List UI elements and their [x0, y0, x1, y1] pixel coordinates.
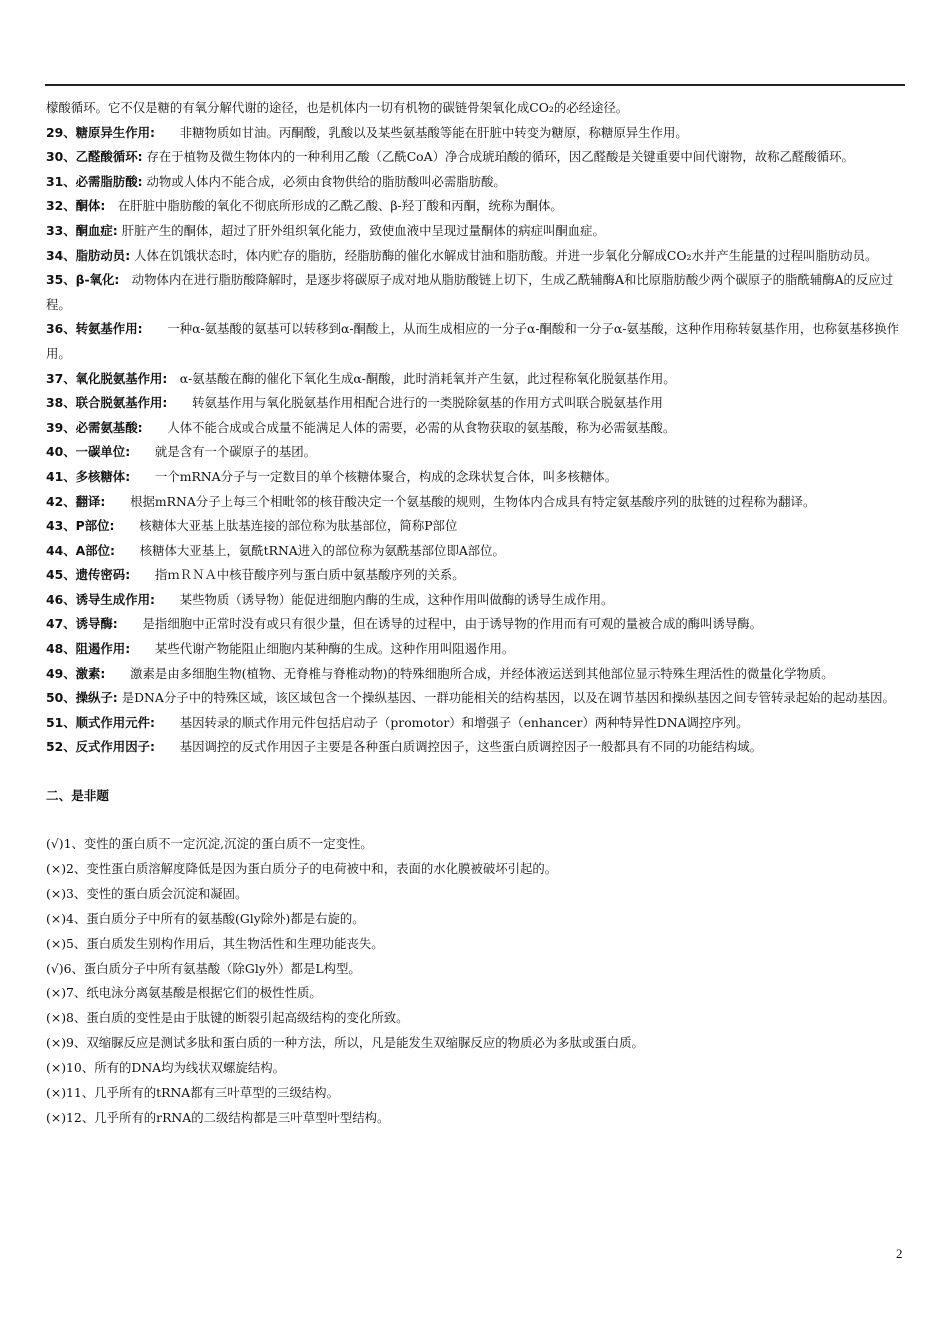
true-false-item-9: (×)9、双缩脲反应是测试多肽和蛋白质的一种方法，所以，凡是能发生双缩脲反应的物质必为多肽或蛋白质。 [46, 1035, 644, 1051]
definition-34 [46, 244, 906, 269]
true-false-item-11: (×)11、几乎所有的tRNA都有三叶草型的三级结构。 [46, 1085, 339, 1101]
term-label: 38、联合脱氨基作用: [46, 395, 168, 411]
term-label: 43、P部位: [46, 518, 115, 534]
definition-text: 核糖体大亚基上肽基连接的部位称为肽基部位，简称P部位 [114, 518, 458, 534]
term-label: 45、遗传密码: [46, 567, 131, 583]
term-label: 36、转氨基作用: [46, 321, 143, 337]
definition-text: 一种α-氨基酸的氨基可以转移到α-酮酸上，从而生成相应的一分子α-酮酸和一分子α-氨基酸，这种作用称转氨基作用，也称氨基移换作用。 [46, 321, 900, 361]
definition-text: 就是含有一个碳原子的基团。 [130, 444, 317, 460]
term-label: 51、顺式作用元件: [46, 714, 155, 730]
definition-47 [46, 612, 906, 637]
definition-text: 动物体内在进行脂肪酸降解时，是逐步将碳原子成对地从脂肪酸链上切下，生成乙酰辅酶A和比原脂肪酸少两个碳原子的脂酰辅酶A的反应过程。 [46, 272, 894, 312]
definition-39 [46, 416, 906, 441]
term-label: 40、一碳单位: [46, 444, 131, 460]
true-false-item-4: (×)4、蛋白质分子中所有的氨基酸(Gly除外)都是右旋的。 [46, 910, 365, 926]
definition-42 [46, 490, 906, 515]
definition-text: 人体不能合成或合成量不能满足人体的需要，必需的从食物获取的氨基酸，称为必需氨基酸。 [142, 419, 676, 435]
definition-text: α-氨基酸在酶的催化下氧化生成α-酮酸，此时消耗氧并产生氨，此过程称氧化脱氨基作用。 [167, 370, 676, 386]
definition-48 [46, 637, 906, 662]
term-label: 47、诱导酶: [46, 616, 118, 632]
definition-text: 激素是由多细胞生物(植物、无脊椎与脊椎动物)的特殊细胞所合成，并经体液运送到其他部位显示特殊生理活性的微量化学物质。 [105, 665, 834, 681]
page-number: 2 [896, 1246, 903, 1261]
definition-29 [46, 121, 906, 146]
definition-52 [46, 735, 906, 760]
definition-38 [46, 391, 906, 416]
definition-36 [46, 317, 906, 366]
definition-37 [46, 367, 906, 392]
true-false-item-1: (√)1、变性的蛋白质不一定沉淀,沉淀的蛋白质不一定变性。 [46, 836, 373, 852]
term-label: 46、诱导生成作用: [46, 591, 155, 607]
true-false-item-12: (×)12、几乎所有的rRNA的二级结构都是三叶草型叶型结构。 [46, 1110, 390, 1125]
term-label: 44、A部位: [46, 542, 115, 558]
term-label: 33、酮血症: [46, 222, 118, 238]
term-label: 41、多核糖体: [46, 468, 131, 484]
document-body [46, 96, 906, 1131]
definition-30 [46, 145, 906, 170]
true-false-item-5: (×)5、蛋白质发生别构作用后，其生物活性和生理功能丧失。 [46, 935, 384, 951]
definition-text: 是DNA分子中的特殊区域，该区域包含一个操纵基因、一群功能相关的结构基因，以及在调节基因和操纵基因之间专管转录起始的起动基因。 [117, 690, 895, 706]
section-title: 二、是非题 [46, 788, 109, 804]
definition-text: 某些代谢产物能阻止细胞内某种酶的生成。这种作用叫阻遏作用。 [130, 641, 515, 657]
term-label: 52、反式作用因子: [46, 739, 155, 755]
definition-51 [46, 711, 906, 736]
term-label: 34、脂肪动员: [46, 247, 131, 263]
definition-text: 肝脏产生的酮体，超过了肝外组织氧化能力，致使血液中呈现过量酮体的病症叫酮血症。 [117, 222, 605, 238]
definitions-list [46, 121, 906, 760]
true-false-item-3: (×)3、变性的蛋白质会沉淀和凝固。 [46, 885, 248, 901]
definition-text: 一个mRNA分子与一定数目的单个核糖体聚合，构成的念珠状复合体，叫多核糖体。 [130, 468, 618, 484]
term-label: 29、糖原异生作用: [46, 124, 155, 140]
definition-32 [46, 194, 906, 219]
definition-35 [46, 268, 906, 317]
definition-46 [46, 588, 906, 613]
definition-text: 人体在饥饿状态时，体内贮存的脂肪，经脂肪酶的催化水解成甘油和脂肪酸。并进一步氧化分解成CO₂水并产生能量的过程叫脂肪动员。 [130, 247, 878, 263]
definition-text: 非糖物质如甘油。丙酮酸，乳酸以及某些氨基酸等能在肝脏中转变为糖原，称糖原异生作用。 [154, 124, 688, 140]
definition-45 [46, 563, 906, 588]
definition-text: 动物或人体内不能合成，必须由食物供给的脂肪酸叫必需脂肪酸。 [142, 173, 506, 189]
intro-line: 檬酸循环。它不仅是糖的有氧分解代谢的途径，也是机体内一切有机物的碳链骨架氧化成CO₂的必经途径。 [46, 100, 629, 115]
definition-text: 核糖体大亚基上，氨酰tRNA进入的部位称为氨酰基部位即A部位。 [114, 542, 505, 558]
term-label: 35、β-氧化: [46, 272, 120, 288]
definition-41 [46, 465, 906, 490]
true-false-list [46, 832, 906, 1131]
definition-50 [46, 686, 906, 711]
term-label: 50、操纵子: [46, 690, 118, 706]
term-label: 48、阻遏作用: [46, 641, 131, 657]
definition-text: 指ｍＲＮＡ中核苷酸序列与蛋白质中氨基酸序列的关系。 [130, 567, 465, 583]
definition-33 [46, 219, 906, 244]
term-label: 42、翻译: [46, 493, 106, 509]
true-false-item-10: (×)10、所有的DNA均为线状双螺旋结构。 [46, 1060, 286, 1076]
definition-text: 某些物质（诱导物）能促进细胞内酶的生成，这种作用叫做酶的诱导生成作用。 [154, 591, 614, 607]
definition-text: 基因转录的顺式作用元件包括启动子（promotor）和增强子（enhancer）两种特异性DNA调控序列。 [154, 714, 749, 730]
true-false-item-7: (×)7、纸电泳分离氨基酸是根据它们的极性性质。 [46, 985, 322, 1001]
true-false-item-6: (√)6、蛋白质分子中所有氨基酸（除Gly外）都是L构型。 [46, 960, 361, 976]
definition-text: 基因调控的反式作用因子主要是各种蛋白质调控因子，这些蛋白质调控因子一般都具有不同的功能结构域。 [154, 739, 763, 755]
definition-text: 根据mRNA分子上每三个相毗邻的核苷酸决定一个氨基酸的规则，生物体内合成具有特定氨基酸序列的肽链的过程称为翻译。 [105, 493, 816, 509]
term-label: 31、必需脂肪酸: [46, 173, 143, 189]
definition-44 [46, 539, 906, 564]
definition-40 [46, 440, 906, 465]
term-label: 39、必需氨基酸: [46, 419, 143, 435]
term-label: 37、氧化脱氨基作用: [46, 370, 168, 386]
header-rule [45, 84, 905, 86]
definition-text: 在肝脏中脂肪酸的氧化不彻底所形成的乙酰乙酸、β-羟丁酸和丙酮，统称为酮体。 [105, 198, 563, 214]
definition-text: 存在于植物及微生物体内的一种利用乙酸（乙酰CoA）净合成琥珀酸的循环，因乙醛酸是关键重要中间代谢物，故称乙醛酸循环。 [142, 149, 854, 165]
definition-text: 转氨基作用与氧化脱氨基作用相配合进行的一类脱除氨基的作用方式叫联合脱氨基作用 [167, 395, 663, 411]
definition-43 [46, 514, 906, 539]
term-label: 49、激素: [46, 665, 106, 681]
definition-49 [46, 662, 906, 687]
true-false-item-8: (×)8、蛋白质的变性是由于肽键的断裂引起高级结构的变化所致。 [46, 1010, 409, 1026]
term-label: 30、乙醛酸循环: [46, 149, 143, 165]
term-label: 32、酮体: [46, 198, 106, 214]
definition-text: 是指细胞中正常时没有或只有很少量，但在诱导的过程中，由于诱导物的作用而有可观的量被合成的酶叫诱导酶。 [117, 616, 763, 632]
definition-31 [46, 170, 906, 195]
true-false-item-2: (×)2、变性蛋白质溶解度降低是因为蛋白质分子的电荷被中和，表面的水化膜被破坏引起的。 [46, 860, 558, 876]
